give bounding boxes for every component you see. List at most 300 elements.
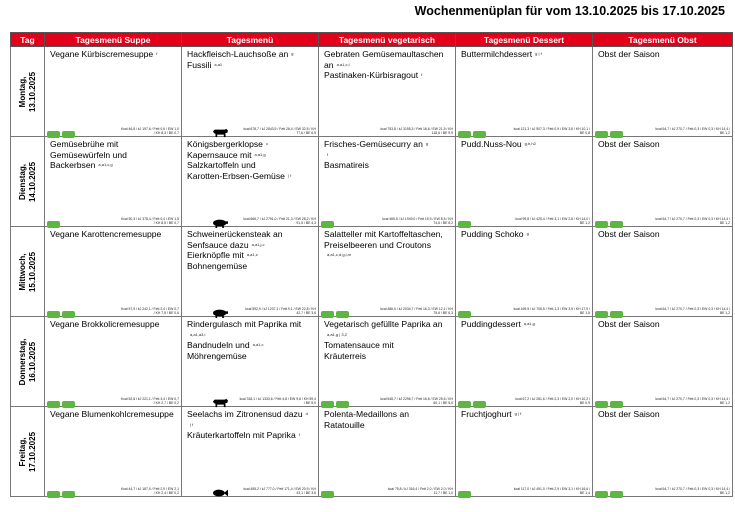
allergen-codes: f xyxy=(421,72,423,78)
allergen-codes: g xyxy=(291,51,294,56)
allergen-codes: g xyxy=(526,231,529,236)
meal-line xyxy=(598,139,728,150)
nutrition-line: kcal 75,8 / kJ 316,4 / Fett 2,0 / EW 2,0 / KH xyxy=(387,487,453,491)
nutrition-line: BE 1,2 xyxy=(719,491,730,495)
menu-cell-dessert xyxy=(456,317,593,407)
allergen-codes: a,a1,g xyxy=(523,321,535,326)
nutrition-line: Kcal 57,9 / kJ 242,1 / Fett 2,4 / EW 0,7 xyxy=(120,307,179,311)
veggie-leaf-icon xyxy=(62,491,75,498)
nutrition-line: Kcal 44,7 / kJ 187,0 / Fett 2,9 / EW 2,1 xyxy=(120,487,179,491)
menu-cell-vegetarian xyxy=(319,227,456,317)
dish-name: Obst der Saison xyxy=(598,319,660,329)
nutrition-line: BE 0,8 xyxy=(579,131,590,135)
meal-text xyxy=(456,137,592,150)
nutrition-info xyxy=(498,397,590,405)
cell-footer xyxy=(47,303,179,315)
meal-line xyxy=(461,319,588,330)
dish-name: Obst der Saison xyxy=(598,139,660,149)
allergen-codes: g,h,h2 xyxy=(524,141,536,146)
dish-name: Vegane Brokkolicremesuppe xyxy=(50,319,160,329)
meal-text xyxy=(182,227,318,271)
dish-name: an xyxy=(324,59,334,70)
date: 15.10.2025 xyxy=(27,251,37,292)
meal-line xyxy=(187,430,314,441)
dish-name: Tomatensauce mit xyxy=(324,340,394,351)
nutrition-info xyxy=(87,397,179,405)
menu-cell-vegetarian xyxy=(319,47,456,137)
dish-name: Obst der Saison xyxy=(598,49,660,59)
date: 16.10.2025 xyxy=(27,341,37,382)
dish-name: Bohnengemüse xyxy=(187,260,248,271)
day-label-cell xyxy=(11,137,45,227)
cell-footer xyxy=(458,393,590,405)
menu-cell-fruit xyxy=(593,227,733,317)
allergen-codes: a,a1,a3,i xyxy=(190,331,206,337)
dish-name: Frisches-Gemüsecurry an xyxy=(324,139,423,149)
nutrition-line: Kcal 46,8 / kJ 197,6 / Fett 0,6 / EW 1,0 xyxy=(120,127,179,131)
nutrition-line: 43,1 / BE 3,6 xyxy=(296,491,316,495)
nutrition-line: 42,7 / BE 3,6 xyxy=(296,311,316,315)
menu-cell-soup xyxy=(45,47,182,137)
allergen-codes: a,a1,c,d,g,i,m xyxy=(327,252,352,258)
nutrition-info xyxy=(224,217,316,225)
menu-cell-vegetarian xyxy=(319,317,456,407)
nutrition-line: Kcal 52,8 / kJ 221,1 / Fett 3,4 / EW 0,7 xyxy=(120,397,179,401)
meal-line xyxy=(324,60,451,71)
day-label xyxy=(18,338,38,385)
meal-text xyxy=(319,47,455,81)
veggie-leaf-icon xyxy=(321,491,334,498)
dish-name: Vegane Kürbiscremesuppe xyxy=(50,49,154,59)
menu-cell-fruit xyxy=(593,47,733,137)
nutrition-line: kcal 64,7 / kJ 270,7 / Fett 0,3 / EW 0,3 / KH 14,4 / xyxy=(655,487,730,491)
meal-line xyxy=(324,420,451,431)
nutrition-info xyxy=(638,307,730,315)
meal-text xyxy=(593,317,732,330)
cell-footer xyxy=(184,483,316,495)
header-main: Tagesmenü xyxy=(182,33,319,47)
allergen-codes: f xyxy=(327,151,329,157)
dish-name: Fruchtjoghurt xyxy=(461,409,512,419)
day-label xyxy=(18,251,38,291)
nutrition-line: kcal 318,1 / kJ 1333,6 / Fett 4,8 / EW 9,8 / KH 59,4 xyxy=(239,397,316,401)
dish-name: Ratatouille xyxy=(324,419,365,430)
meal-line xyxy=(324,70,451,81)
nutrition-info xyxy=(87,217,179,225)
nutrition-line: / KH 8,3 / BE 0,7 xyxy=(153,131,179,135)
nutrition-line: kcal 592,9 / kJ 1237,1 / Fett 9,1 / EW 22,8 / KH xyxy=(245,307,316,311)
day-label-cell xyxy=(11,407,45,497)
cell-footer xyxy=(595,393,730,405)
dish-name: Obst der Saison xyxy=(598,229,660,239)
dish-name: Pastinaken-Kürbisragout xyxy=(324,70,419,81)
nutrition-line: / BE 5,0 xyxy=(303,401,316,405)
dish-name: Bandnudeln und xyxy=(187,340,250,351)
meal-line xyxy=(50,319,177,330)
header-fruit: Tagesmenü Obst xyxy=(593,33,733,47)
nutrition-info xyxy=(498,127,590,135)
meal-line xyxy=(324,330,451,341)
nutrition-line: 75,6 / BE 6,3 xyxy=(433,311,453,315)
cell-footer xyxy=(458,483,590,495)
nutrition-line: kcal 67,2 / kJ 281,6 / Fett 2,3 / EW 2,0 / KH 10,2 / xyxy=(515,397,590,401)
cell-footer xyxy=(595,303,730,315)
cell-footer xyxy=(184,303,316,315)
menu-cell-vegetarian xyxy=(319,137,456,227)
meal-line xyxy=(187,420,314,431)
dish-name: Rindergulasch mit Paprika mit xyxy=(187,319,302,329)
meal-text xyxy=(593,227,732,240)
nutrition-info xyxy=(498,307,590,315)
menu-cell-main xyxy=(182,317,319,407)
nutrition-line: / KH 2,4 / BE 0,2 xyxy=(153,491,179,495)
nutrition-line: BE 1,2 xyxy=(579,221,590,225)
nutrition-line: 91,5 / BE 4,3 xyxy=(296,221,316,225)
dish-name: Obst der Saison xyxy=(598,409,660,419)
nutrition-line: BE 1,4 xyxy=(579,491,590,495)
nutrition-info xyxy=(87,487,179,495)
nutrition-line: / KH 2,7 / BE 0,2 xyxy=(153,401,179,405)
nutrition-line: / KH 7,5 / BE 0,6 xyxy=(153,311,179,315)
menu-cell-vegetarian xyxy=(319,407,456,497)
meal-text xyxy=(319,407,455,430)
meal-line xyxy=(598,319,728,330)
day-label-cell xyxy=(11,227,45,317)
cell-footer xyxy=(458,213,590,225)
meal-line xyxy=(50,49,177,60)
cell-footer xyxy=(458,303,590,315)
weekday: Donnerstag, xyxy=(17,338,27,385)
cell-footer xyxy=(47,123,179,135)
day-label xyxy=(18,71,38,111)
nutrition-line: BE 0,9 xyxy=(579,401,590,405)
allergen-codes: f xyxy=(156,51,158,56)
menu-cell-main xyxy=(182,227,319,317)
nutrition-info xyxy=(361,307,453,315)
nutrition-info xyxy=(638,217,730,225)
allergen-codes: a,a1,c,g xyxy=(98,162,113,168)
cell-footer xyxy=(595,483,730,495)
nutrition-info xyxy=(224,487,316,495)
meal-line xyxy=(461,229,588,240)
cell-footer xyxy=(184,213,316,225)
dish-name: Vegetarisch gefüllte Paprika an xyxy=(324,319,443,329)
dish-name: Basmatireis xyxy=(324,160,369,171)
dish-name: Polenta-Medaillons an xyxy=(324,409,410,419)
meal-text xyxy=(456,317,592,330)
nutrition-line: kcal 121,3 / kJ 507,3 / Fett 0,9 / EW 3,8 / KH 10,1 / xyxy=(513,127,590,131)
menu-cell-fruit xyxy=(593,317,733,407)
meal-line xyxy=(50,150,177,161)
allergen-codes: a,a1,g | 3,2 xyxy=(327,331,347,337)
meal-line xyxy=(187,330,314,341)
dish-name: Gemüsewürfeln und xyxy=(50,149,127,160)
allergen-codes: g | f xyxy=(514,411,522,416)
nutrition-line: / KH 8,5 / BE 0,7 xyxy=(153,221,179,225)
dish-name: Salzkartoffeln und xyxy=(187,160,256,171)
nutrition-info xyxy=(224,127,316,135)
meal-line xyxy=(50,160,177,171)
menu-cell-fruit xyxy=(593,137,733,227)
allergen-codes: a,a1,g xyxy=(254,151,266,157)
menu-cell-soup xyxy=(45,137,182,227)
meal-line xyxy=(324,351,451,362)
meal-text xyxy=(182,137,318,181)
meal-text xyxy=(593,47,732,60)
day-label xyxy=(18,431,38,471)
menu-plan-table xyxy=(10,32,733,497)
menu-cell-main xyxy=(182,47,319,137)
menu-cell-dessert xyxy=(456,137,593,227)
nutrition-line: kcal 666,7 / kJ 2791,0 / Fett 21,3 / EW 28,2 / KH xyxy=(243,217,316,221)
meal-line xyxy=(598,229,728,240)
date: 14.10.2025 xyxy=(27,161,37,202)
allergen-codes: f xyxy=(298,432,300,438)
meal-line xyxy=(324,340,451,351)
nutrition-line: 77,6 / BE 6,5 xyxy=(296,131,316,135)
meal-line xyxy=(324,49,451,60)
meal-text xyxy=(456,227,592,240)
cell-footer xyxy=(321,303,453,315)
allergen-codes: g xyxy=(425,141,429,146)
allergen-codes: g | f xyxy=(535,51,542,56)
cell-footer xyxy=(321,483,453,495)
meal-line xyxy=(50,139,177,150)
dish-name: Buttermilchdessert xyxy=(461,49,533,59)
header-soup: Tagesmenü Suppe xyxy=(45,33,182,47)
date: 17.10.2025 xyxy=(27,431,37,472)
menu-cell-dessert xyxy=(456,227,593,317)
nutrition-line: kcal 678,7 / kJ 2843,9 / Fett 26,4 / EW 32,5 / KH xyxy=(243,127,316,131)
cell-footer xyxy=(458,123,590,135)
dish-name: Salatteller mit Kartoffeltaschen, xyxy=(324,229,443,239)
nutrition-line: kcal 169,9 / kJ 706,5 / Fett 1,3 / EW 3,9 / KH 17,9 / xyxy=(513,307,590,311)
header-dessert: Tagesmenü Dessert xyxy=(456,33,593,47)
meal-line xyxy=(598,49,728,60)
allergen-codes: a,a1 xyxy=(214,61,223,67)
meal-line xyxy=(461,139,588,150)
meal-text xyxy=(456,407,592,420)
menu-cell-fruit xyxy=(593,407,733,497)
meal-line xyxy=(324,409,451,420)
nutrition-line: kcal 753,8 / kJ 3155,3 / Fett 16,6 / EW 21,5 / KH xyxy=(380,127,453,131)
menu-cell-main xyxy=(182,407,319,497)
meal-line xyxy=(187,261,314,272)
allergen-codes: | f xyxy=(287,172,292,178)
allergen-codes: d xyxy=(305,411,308,416)
allergen-codes: | f xyxy=(190,421,194,427)
dish-name: Senfsauce dazu xyxy=(187,239,249,250)
meal-line xyxy=(50,409,177,420)
dish-name: Gemüsebrühe mit xyxy=(50,139,119,149)
weekday: Mittwoch, xyxy=(17,253,27,290)
nutrition-line: BE 1,2 xyxy=(719,131,730,135)
nutrition-line: kcal 64,7 / kJ 270,7 / Fett 0,3 / EW 0,3 / KH 14,4 / xyxy=(655,127,730,131)
nutrition-info xyxy=(224,307,316,315)
nutrition-line: 74,6 / BE 6,2 xyxy=(433,221,453,225)
meal-text xyxy=(593,137,732,150)
weekday: Freitag, xyxy=(17,437,27,466)
allergen-codes: a,a1,j,c xyxy=(251,241,265,247)
header-row xyxy=(11,33,733,47)
allergen-codes: a,a1,c xyxy=(252,342,264,348)
nutrition-line: kcal 64,7 / kJ 270,7 / Fett 0,3 / EW 0,3 / KH 14,4 / xyxy=(655,397,730,401)
cell-footer xyxy=(184,393,316,405)
nutrition-info xyxy=(87,307,179,315)
nutrition-info xyxy=(498,217,590,225)
cell-footer xyxy=(321,123,453,135)
meal-line xyxy=(324,240,451,251)
dish-name: Eierknöpfle mit xyxy=(187,250,244,261)
meal-line xyxy=(324,139,451,150)
dish-name: Gebraten Gemüsemaultaschen xyxy=(324,49,444,59)
nutrition-info xyxy=(498,487,590,495)
meal-line xyxy=(324,160,451,171)
meal-text xyxy=(45,47,181,60)
veggie-leaf-icon xyxy=(595,491,608,498)
meal-line xyxy=(187,150,314,161)
nutrition-line: kcal 64,7 / kJ 270,7 / Fett 0,3 / EW 0,3 / KH 14,4 / xyxy=(655,307,730,311)
cell-footer xyxy=(321,213,453,225)
meal-line xyxy=(187,229,314,240)
day-row xyxy=(11,227,733,317)
meal-line xyxy=(324,250,451,261)
nutrition-info xyxy=(87,127,179,135)
menu-cell-soup xyxy=(45,407,182,497)
meal-text xyxy=(319,227,455,261)
nutrition-line: kcal 486,0 / kJ 2034,7 / Fett 16,3 / EW 12,1 / KH xyxy=(380,307,453,311)
menu-cell-dessert xyxy=(456,47,593,137)
nutrition-line: 60,1 / BE 5,0 xyxy=(433,401,453,405)
meal-text xyxy=(45,317,181,330)
meal-text xyxy=(593,407,732,420)
allergen-codes: a,a1,c,i xyxy=(336,61,350,67)
veggie-leaf-icon xyxy=(47,491,60,498)
nutrition-line: BE 1,5 xyxy=(579,311,590,315)
nutrition-line: BE 1,2 xyxy=(719,401,730,405)
dish-name: Pudd.Nuss-Nou xyxy=(461,139,522,149)
day-row xyxy=(11,47,733,137)
menu-cell-dessert xyxy=(456,407,593,497)
meal-line xyxy=(187,340,314,351)
nutrition-line: kcal 548,7 / kJ 2296,7 / Fett 16,6 / EW 25,6 / KH xyxy=(380,397,453,401)
meal-line xyxy=(187,49,314,60)
dish-name: Kräuterkartoffeln mit Paprika xyxy=(187,430,296,441)
nutrition-info xyxy=(638,127,730,135)
meal-line xyxy=(324,229,451,240)
dish-name: Vegane Blumenkohlcremesuppe xyxy=(50,409,174,419)
meal-text xyxy=(319,137,455,171)
dish-name: Hackfleisch-Lauchsoße an xyxy=(187,49,289,59)
nutrition-line: kcal 99,8 / kJ 425,4 / Fett 3,1 / EW 2,8 / KH 14,0 / xyxy=(515,217,590,221)
day-row xyxy=(11,317,733,407)
allergen-codes: c xyxy=(265,141,268,146)
day-row xyxy=(11,137,733,227)
meal-line xyxy=(187,139,314,150)
header-vegetarian: Tagesmenü vegetarisch xyxy=(319,33,456,47)
meal-line xyxy=(598,409,728,420)
veggie-leaf-icon xyxy=(458,491,471,498)
nutrition-line: kcal 455,2 / kJ 777,0 / Fett 171,4 / EW 20,9 / KH xyxy=(243,487,316,491)
meal-line xyxy=(187,240,314,251)
nutrition-info xyxy=(361,217,453,225)
dish-name: Backerbsen xyxy=(50,160,96,171)
weekday: Dienstag, xyxy=(17,163,27,200)
cell-footer xyxy=(184,123,316,135)
day-label-cell xyxy=(11,317,45,407)
cell-footer xyxy=(321,393,453,405)
meal-line xyxy=(187,409,314,420)
dish-name: Kräuterreis xyxy=(324,350,367,361)
meal-line xyxy=(187,351,314,362)
cell-footer xyxy=(47,483,179,495)
dish-name: Pudding Schoko xyxy=(461,229,524,239)
meal-text xyxy=(319,317,455,361)
menu-cell-soup xyxy=(45,227,182,317)
meal-line xyxy=(324,150,451,161)
dish-name: Seelachs im Zitronensud dazu xyxy=(187,409,303,419)
cell-footer xyxy=(595,123,730,135)
meal-text xyxy=(182,47,318,70)
dish-name: Karotten-Erbsen-Gemüse xyxy=(187,170,285,181)
meal-line xyxy=(324,319,451,330)
nutrition-info xyxy=(361,127,453,135)
nutrition-info xyxy=(638,397,730,405)
cell-footer xyxy=(47,213,179,225)
meal-line xyxy=(187,160,314,171)
menu-cell-soup xyxy=(45,317,182,407)
meal-text xyxy=(182,317,318,361)
meal-text xyxy=(45,137,181,171)
nutrition-line: BE 1,2 xyxy=(719,311,730,315)
meal-text xyxy=(182,407,318,441)
header-day: Tag xyxy=(11,33,45,47)
nutrition-info xyxy=(361,487,453,495)
nutrition-line: kcal 64,7 / kJ 270,7 / Fett 0,3 / EW 0,3 / KH 14,4 / xyxy=(655,217,730,221)
meal-text xyxy=(45,407,181,420)
nutrition-line: 11,7 / BE 1,0 xyxy=(433,491,453,495)
nutrition-line: kcal 465,5 / kJ 1949,0 / Fett 15,9 / EW 8,5 / KH xyxy=(382,217,453,221)
page-title: Wochenmenüplan für vom 13.10.2025 bis 17.10.2025 xyxy=(414,4,725,18)
day-label-cell xyxy=(11,47,45,137)
meal-text xyxy=(45,227,181,240)
nutrition-info xyxy=(224,397,316,405)
nutrition-line: BE 1,2 xyxy=(719,221,730,225)
meal-line xyxy=(50,229,177,240)
dish-name: Schweinerückensteak an xyxy=(187,229,283,239)
date: 13.10.2025 xyxy=(27,71,37,112)
day-row xyxy=(11,407,733,497)
nutrition-line: kcal 117,0 / kJ 491,0 / Fett 2,9 / EW 3,1 / KH 16,6 / xyxy=(513,487,590,491)
dish-name: Kapernsauce mit xyxy=(187,149,252,160)
nutrition-line: Kcal 90,3 / kJ 378,4 / Fett 0,4 / EW 1,5 xyxy=(120,217,179,221)
nutrition-line: 118,6 / BE 9,9 xyxy=(431,131,453,135)
meal-text xyxy=(456,47,592,60)
meal-line xyxy=(187,250,314,261)
cell-footer xyxy=(595,213,730,225)
dish-name: Königsbergerklopse xyxy=(187,139,263,149)
nutrition-info xyxy=(361,397,453,405)
dish-name: Fussili xyxy=(187,59,212,70)
nutrition-info xyxy=(638,487,730,495)
weekday: Montag, xyxy=(17,76,27,107)
dish-name: Preiselbeeren und Croutons xyxy=(324,239,432,250)
dish-name: Vegane Karottencremesuppe xyxy=(50,229,162,239)
meal-line xyxy=(187,171,314,182)
dish-name: Puddingdessert xyxy=(461,319,521,329)
day-label xyxy=(18,161,38,201)
veggie-leaf-icon xyxy=(610,491,623,498)
